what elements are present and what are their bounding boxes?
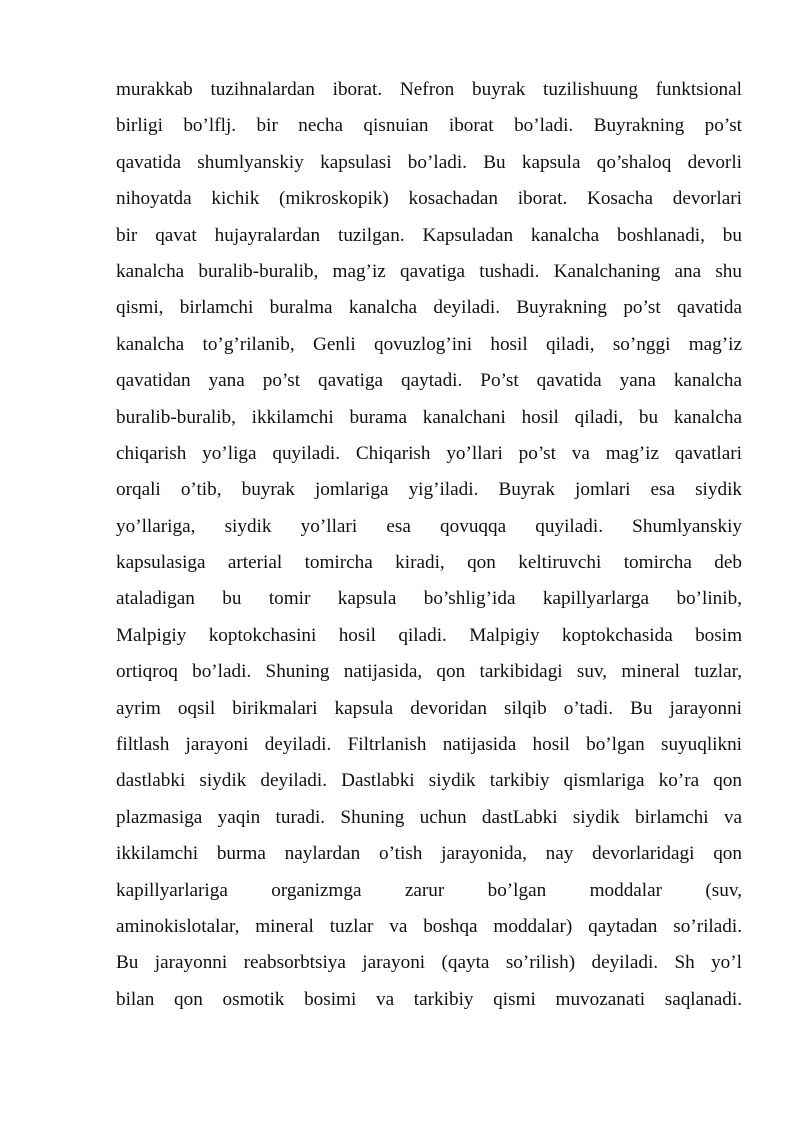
text-line-17: ortiqroq bo’ladi. Shuning natijasida, qon tarkibidagi suv, mineral tuzlar,	[116, 661, 742, 683]
text-line-11: chiqarish yo’liga quyiladi. Chiqarish yo’llari po’st va mag’iz qavatlari	[116, 442, 742, 464]
text-line-21: plazmasiga yaqin turadi. Shuning uchun dastLabki siydik birlamchi va	[116, 806, 742, 828]
text-line-25: Bu jarayonni reabsorbtsiya jarayoni (qayta so’rilish) deyiladi. Sh yo’l	[116, 952, 742, 974]
text-line-20: dastlabki siydik deyiladi. Dastlabki siydik tarkibiy qismlariga ko’ra qon	[116, 770, 742, 792]
text-line-9: qavatidan yana po’st qavatiga qaytadi. Po’st qavatida yana kanalcha	[116, 370, 742, 392]
text-line-23: kapillyarlariga organizmga zarur bo’lgan moddalar (suv,	[116, 879, 742, 901]
text-line-10: buralib-buralib, ikkilamchi burama kanalchani hosil qiladi, bu kanalcha	[116, 406, 742, 428]
text-line-26: bilan qon osmotik bosimi va tarkibiy qismi muvozanati saqlanadi.	[116, 988, 742, 1010]
text-line-13: yo’llariga, siydik yo’llari esa qovuqqa quyiladi. Shumlyanskiy	[116, 515, 742, 537]
text-line-5: bir qavat hujayralardan tuzilgan. Kapsuladan kanalcha boshlanadi, bu	[116, 224, 742, 246]
text-line-12: orqali o’tib, buyrak jomlariga yig’iladi. Buyrak jomlari esa siydik	[116, 479, 742, 501]
text-line-2: birligi bo’lflj. bir necha qisnuian iborat bo’ladi. Buyrakning po’st	[116, 115, 742, 137]
text-line-4: nihoyatda kichik (mikroskopik) kosachadan iborat. Kosacha devorlari	[116, 188, 742, 210]
text-line-19: filtlash jarayoni deyiladi. Filtrlanish natijasida hosil bo’lgan suyuqlikni	[116, 734, 742, 756]
text-line-16: Malpigiy koptokchasini hosil qiladi. Malpigiy koptokchasida bosim	[116, 624, 742, 646]
text-line-1: murakkab tuzihnalardan iborat. Nefron buyrak tuzilishuung funktsional	[116, 79, 742, 100]
text-line-18: ayrim oqsil birikmalari kapsula devoridan silqib o’tadi. Bu jarayonni	[116, 697, 742, 719]
text-line-24: aminokislotalar, mineral tuzlar va boshqa moddalar) qaytadan so’riladi.	[116, 915, 742, 937]
text-line-15: ataladigan bu tomir kapsula bo’shlig’ida kapillyarlarga bo’linib,	[116, 588, 742, 610]
text-line-8: kanalcha to’g’rilanib, Genli qovuzlog’ini hosil qiladi, so’nggi mag’iz	[116, 333, 742, 355]
text-line-14: kapsulasiga arterial tomircha kiradi, qon keltiruvchi tomircha deb	[116, 552, 742, 574]
body-text	[116, 72, 742, 1018]
text-line-3: qavatida shumlyanskiy kapsulasi bo’ladi. Bu kapsula qo’shaloq devorli	[116, 151, 742, 173]
text-line-7: qismi, birlamchi buralma kanalcha deyiladi. Buyrakning po’st qavatida	[116, 297, 742, 319]
text-line-6: kanalcha buralib-buralib, mag’iz qavatiga tushadi. Kanalchaning ana shu	[116, 260, 742, 282]
text-line-22: ikkilamchi burma naylardan o’tish jarayonida, nay devorlaridagi qon	[116, 843, 742, 865]
